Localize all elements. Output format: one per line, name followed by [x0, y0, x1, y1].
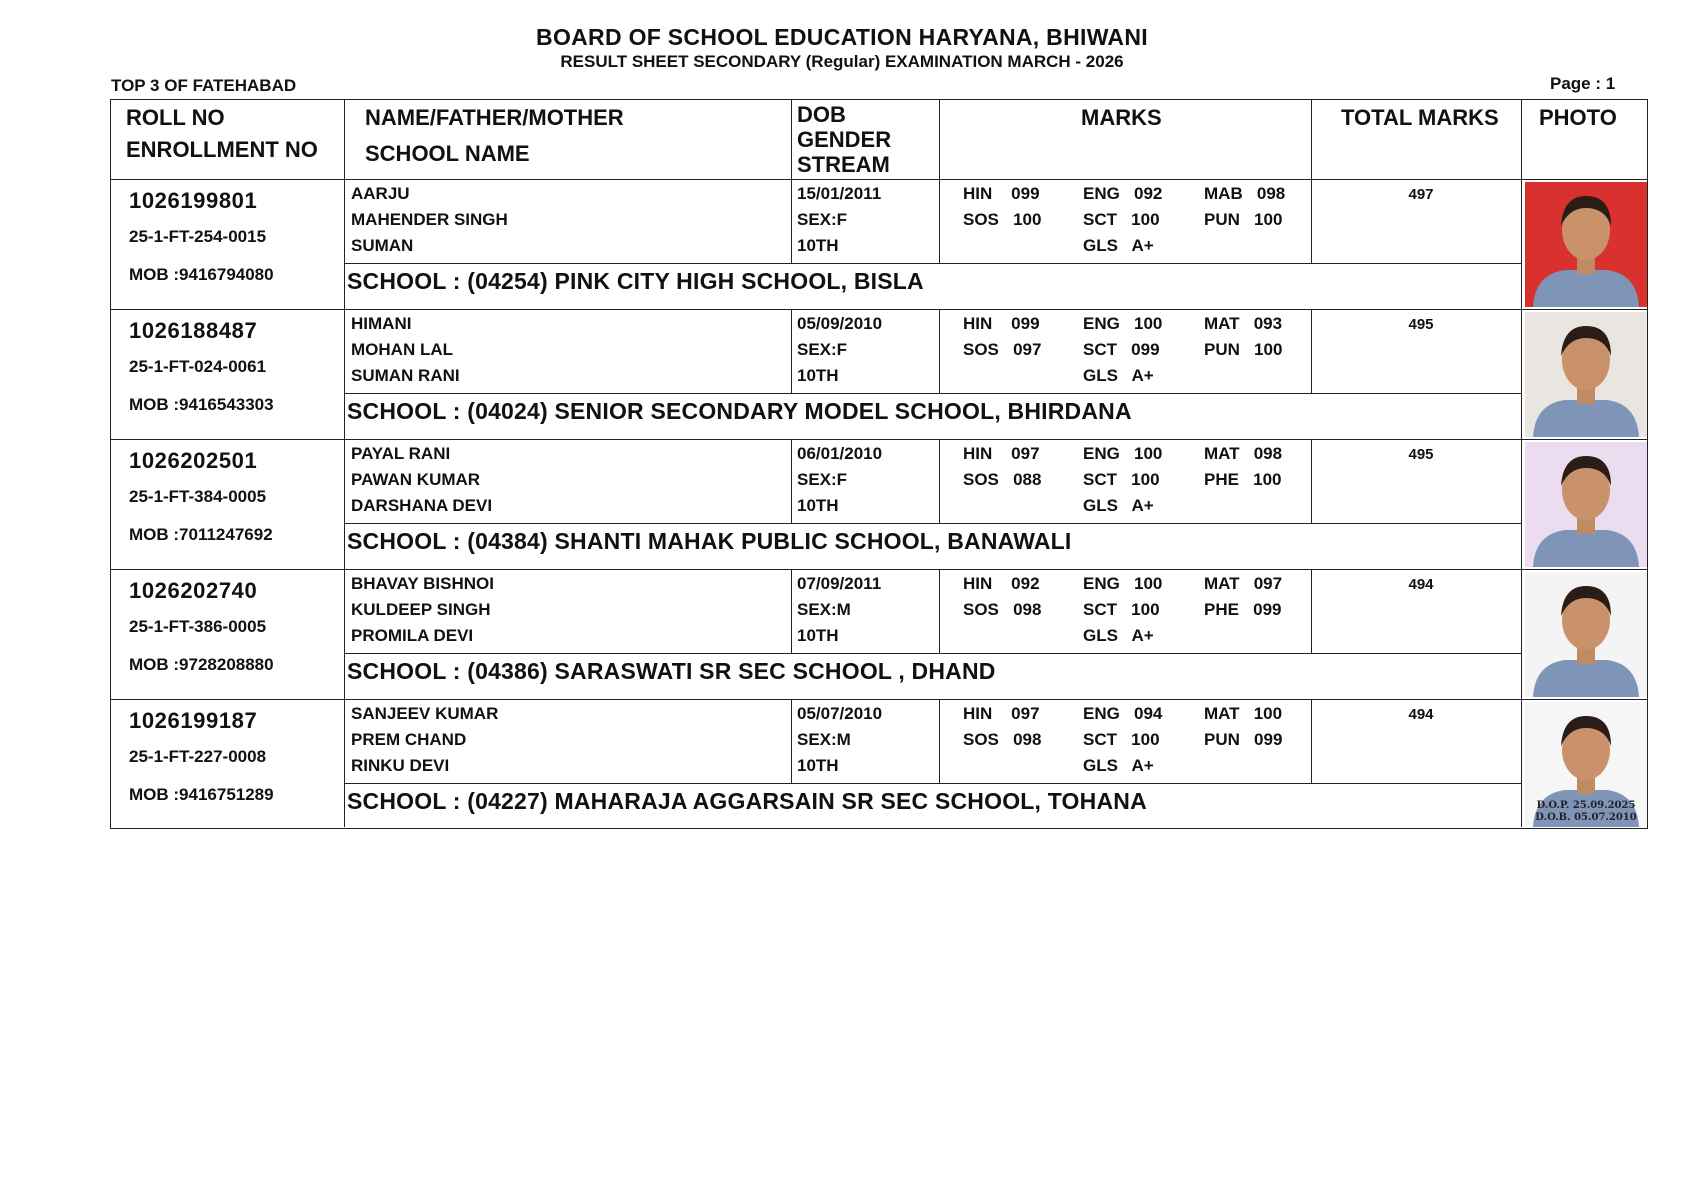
table-row: [111, 310, 1647, 440]
grade-gls: GLS A+: [1083, 756, 1154, 775]
mobile-number: MOB :9728208880: [129, 655, 274, 674]
gender: SEX:F: [797, 340, 848, 359]
dob: 05/09/2010: [797, 314, 883, 333]
col-roll-no: ROLL NO: [126, 105, 225, 130]
portrait-image: [1525, 572, 1647, 697]
mobile-number: MOB :9416794080: [129, 265, 274, 284]
dob: 06/01/2010: [797, 444, 883, 463]
subject-mark: HIN 097: [963, 704, 1040, 723]
portrait-image: [1525, 442, 1647, 567]
school-name: SCHOOL : (04254) PINK CITY HIGH SCHOOL, BISLA: [347, 268, 924, 294]
sheet-title: BOARD OF SCHOOL EDUCATION HARYANA, BHIWANI: [536, 24, 1148, 50]
result-table: [110, 99, 1648, 829]
subject-mark: ENG 092: [1083, 184, 1163, 203]
school-name: SCHOOL : (04384) SHANTI MAHAK PUBLIC SCHOOL, BANAWALI: [347, 528, 1072, 554]
student-name: PAYAL RANI: [351, 444, 451, 463]
gender: SEX:F: [797, 210, 848, 229]
student-name: BHAVAY BISHNOI: [351, 574, 494, 593]
divider: [1311, 310, 1312, 393]
subject-mark: HIN 099: [963, 184, 1040, 203]
divider: [791, 700, 792, 783]
divider: [791, 310, 792, 393]
subject-mark: HIN 097: [963, 444, 1040, 463]
divider: [1311, 440, 1312, 523]
subject-mark: SCT 099: [1083, 340, 1160, 359]
subject-mark: MAT 097: [1204, 574, 1283, 593]
total-marks: 497: [1408, 186, 1434, 203]
subject-mark: SOS 097: [963, 340, 1042, 359]
mobile-number: MOB :9416543303: [129, 395, 274, 414]
father-name: MOHAN LAL: [351, 340, 453, 359]
subject-mark: SCT 100: [1083, 470, 1160, 489]
gender: SEX:M: [797, 600, 851, 619]
subject-mark: MAT 100: [1204, 704, 1283, 723]
enrollment-number: 25-1-FT-386-0005: [129, 617, 267, 636]
table-row: [111, 440, 1647, 570]
subject-mark: MAT 093: [1204, 314, 1283, 333]
photo-date-stamp: D.O.P. 25.09.2025: [1536, 800, 1636, 811]
roll-number: 1026199187: [129, 708, 258, 733]
subject-mark: PHE 100: [1204, 470, 1282, 489]
school-name: SCHOOL : (04386) SARASWATI SR SEC SCHOOL , DHAND: [347, 658, 996, 684]
col-marks: MARKS: [1081, 105, 1162, 130]
total-marks: 495: [1408, 316, 1434, 333]
subject-mark: ENG 100: [1083, 314, 1163, 333]
divider: [344, 523, 1521, 524]
enrollment-number: 25-1-FT-254-0015: [129, 227, 267, 246]
roll-number: 1026199801: [129, 188, 258, 213]
dob: 07/09/2011: [797, 574, 882, 593]
subject-mark: SOS 100: [963, 210, 1042, 229]
subject-mark: MAB 098: [1204, 184, 1286, 203]
portrait-image: [1525, 182, 1647, 307]
student-photo: [1525, 312, 1647, 437]
subject-mark: PUN 099: [1204, 730, 1283, 749]
col-dob: DOB: [797, 102, 846, 127]
father-name: PAWAN KUMAR: [351, 470, 481, 489]
subject-mark: PHE 099: [1204, 600, 1282, 619]
stream: 10TH: [797, 366, 839, 385]
grade-gls: GLS A+: [1083, 236, 1154, 255]
grade-gls: GLS A+: [1083, 366, 1154, 385]
divider: [344, 393, 1521, 394]
divider: [939, 440, 940, 523]
subject-mark: SOS 088: [963, 470, 1042, 489]
col-photo: PHOTO: [1539, 105, 1617, 130]
gender: SEX:M: [797, 730, 851, 749]
subject-mark: SOS 098: [963, 730, 1042, 749]
subject-mark: SCT 100: [1083, 210, 1160, 229]
stream: 10TH: [797, 496, 839, 515]
subject-mark: HIN 092: [963, 574, 1040, 593]
table-row: [111, 700, 1647, 830]
col-school-name: SCHOOL NAME: [365, 141, 530, 166]
student-photo: [1525, 182, 1647, 307]
roll-number: 1026202740: [129, 578, 258, 603]
subject-mark: SCT 100: [1083, 730, 1160, 749]
subject-mark: MAT 098: [1204, 444, 1283, 463]
enrollment-number: 25-1-FT-227-0008: [129, 747, 267, 766]
divider: [344, 263, 1521, 264]
subject-mark: PUN 100: [1204, 340, 1283, 359]
enrollment-number: 25-1-FT-024-0061: [129, 357, 267, 376]
col-gender: GENDER: [797, 127, 892, 152]
stream: 10TH: [797, 236, 839, 255]
mother-name: SUMAN RANI: [351, 366, 460, 385]
student-photo: [1525, 572, 1647, 697]
student-name: HIMANI: [351, 314, 412, 333]
student-photo: [1525, 702, 1647, 827]
dob: 05/07/2010: [797, 704, 883, 723]
page-label: Page : 1: [1550, 74, 1616, 93]
subject-mark: HIN 099: [963, 314, 1040, 333]
table-header: [111, 100, 1647, 180]
student-name: AARJU: [351, 184, 410, 203]
total-marks: 494: [1408, 576, 1434, 593]
divider: [939, 100, 940, 180]
divider: [791, 180, 792, 263]
grade-gls: GLS A+: [1083, 626, 1154, 645]
portrait-image: [1525, 312, 1647, 437]
stream: 10TH: [797, 756, 839, 775]
divider: [939, 180, 940, 263]
student-name: SANJEEV KUMAR: [351, 704, 499, 723]
divider: [1311, 570, 1312, 653]
roll-number: 1026188487: [129, 318, 258, 343]
divider: [1311, 700, 1312, 783]
divider: [791, 440, 792, 523]
total-marks: 495: [1408, 446, 1434, 463]
table-row: [111, 570, 1647, 700]
father-name: PREM CHAND: [351, 730, 467, 749]
col-enrollment-no: ENROLLMENT NO: [126, 137, 318, 162]
top-label: TOP 3 OF FATEHABAD: [111, 76, 297, 95]
father-name: MAHENDER SINGH: [351, 210, 508, 229]
divider: [939, 310, 940, 393]
total-marks: 494: [1408, 706, 1434, 723]
student-photo: [1525, 442, 1647, 567]
subject-mark: SOS 098: [963, 600, 1042, 619]
subject-mark: PUN 100: [1204, 210, 1283, 229]
mobile-number: MOB :7011247692: [129, 525, 273, 544]
divider: [1311, 180, 1312, 263]
grade-gls: GLS A+: [1083, 496, 1154, 515]
divider: [344, 783, 1521, 784]
col-stream: STREAM: [797, 152, 890, 177]
col-total-marks: TOTAL MARKS: [1341, 105, 1499, 130]
mother-name: RINKU DEVI: [351, 756, 450, 775]
col-name: NAME/FATHER/MOTHER: [365, 105, 624, 130]
divider: [344, 653, 1521, 654]
divider: [939, 570, 940, 653]
roll-number: 1026202501: [129, 448, 258, 473]
divider: [939, 700, 940, 783]
mobile-number: MOB :9416751289: [129, 785, 274, 804]
stream: 10TH: [797, 626, 839, 645]
subject-mark: ENG 100: [1083, 574, 1163, 593]
mother-name: PROMILA DEVI: [351, 626, 474, 645]
subject-mark: ENG 094: [1083, 704, 1163, 723]
divider: [791, 100, 792, 180]
gender: SEX:F: [797, 470, 848, 489]
enrollment-number: 25-1-FT-384-0005: [129, 487, 267, 506]
father-name: KULDEEP SINGH: [351, 600, 491, 619]
school-name: SCHOOL : (04227) MAHARAJA AGGARSAIN SR SEC SCHOOL, TOHANA: [347, 788, 1147, 814]
mother-name: SUMAN: [351, 236, 414, 255]
table-row: [111, 180, 1647, 310]
sheet-subtitle: RESULT SHEET SECONDARY (Regular) EXAMINATION MARCH - 2026: [560, 52, 1124, 71]
divider: [791, 570, 792, 653]
dob: 15/01/2011: [797, 184, 882, 203]
subject-mark: SCT 100: [1083, 600, 1160, 619]
school-name: SCHOOL : (04024) SENIOR SECONDARY MODEL SCHOOL, BHIRDANA: [347, 398, 1132, 424]
mother-name: DARSHANA DEVI: [351, 496, 493, 515]
divider: [1311, 100, 1312, 180]
subject-mark: ENG 100: [1083, 444, 1163, 463]
photo-dob-stamp: D.O.B. 05.07.2010: [1535, 812, 1637, 823]
